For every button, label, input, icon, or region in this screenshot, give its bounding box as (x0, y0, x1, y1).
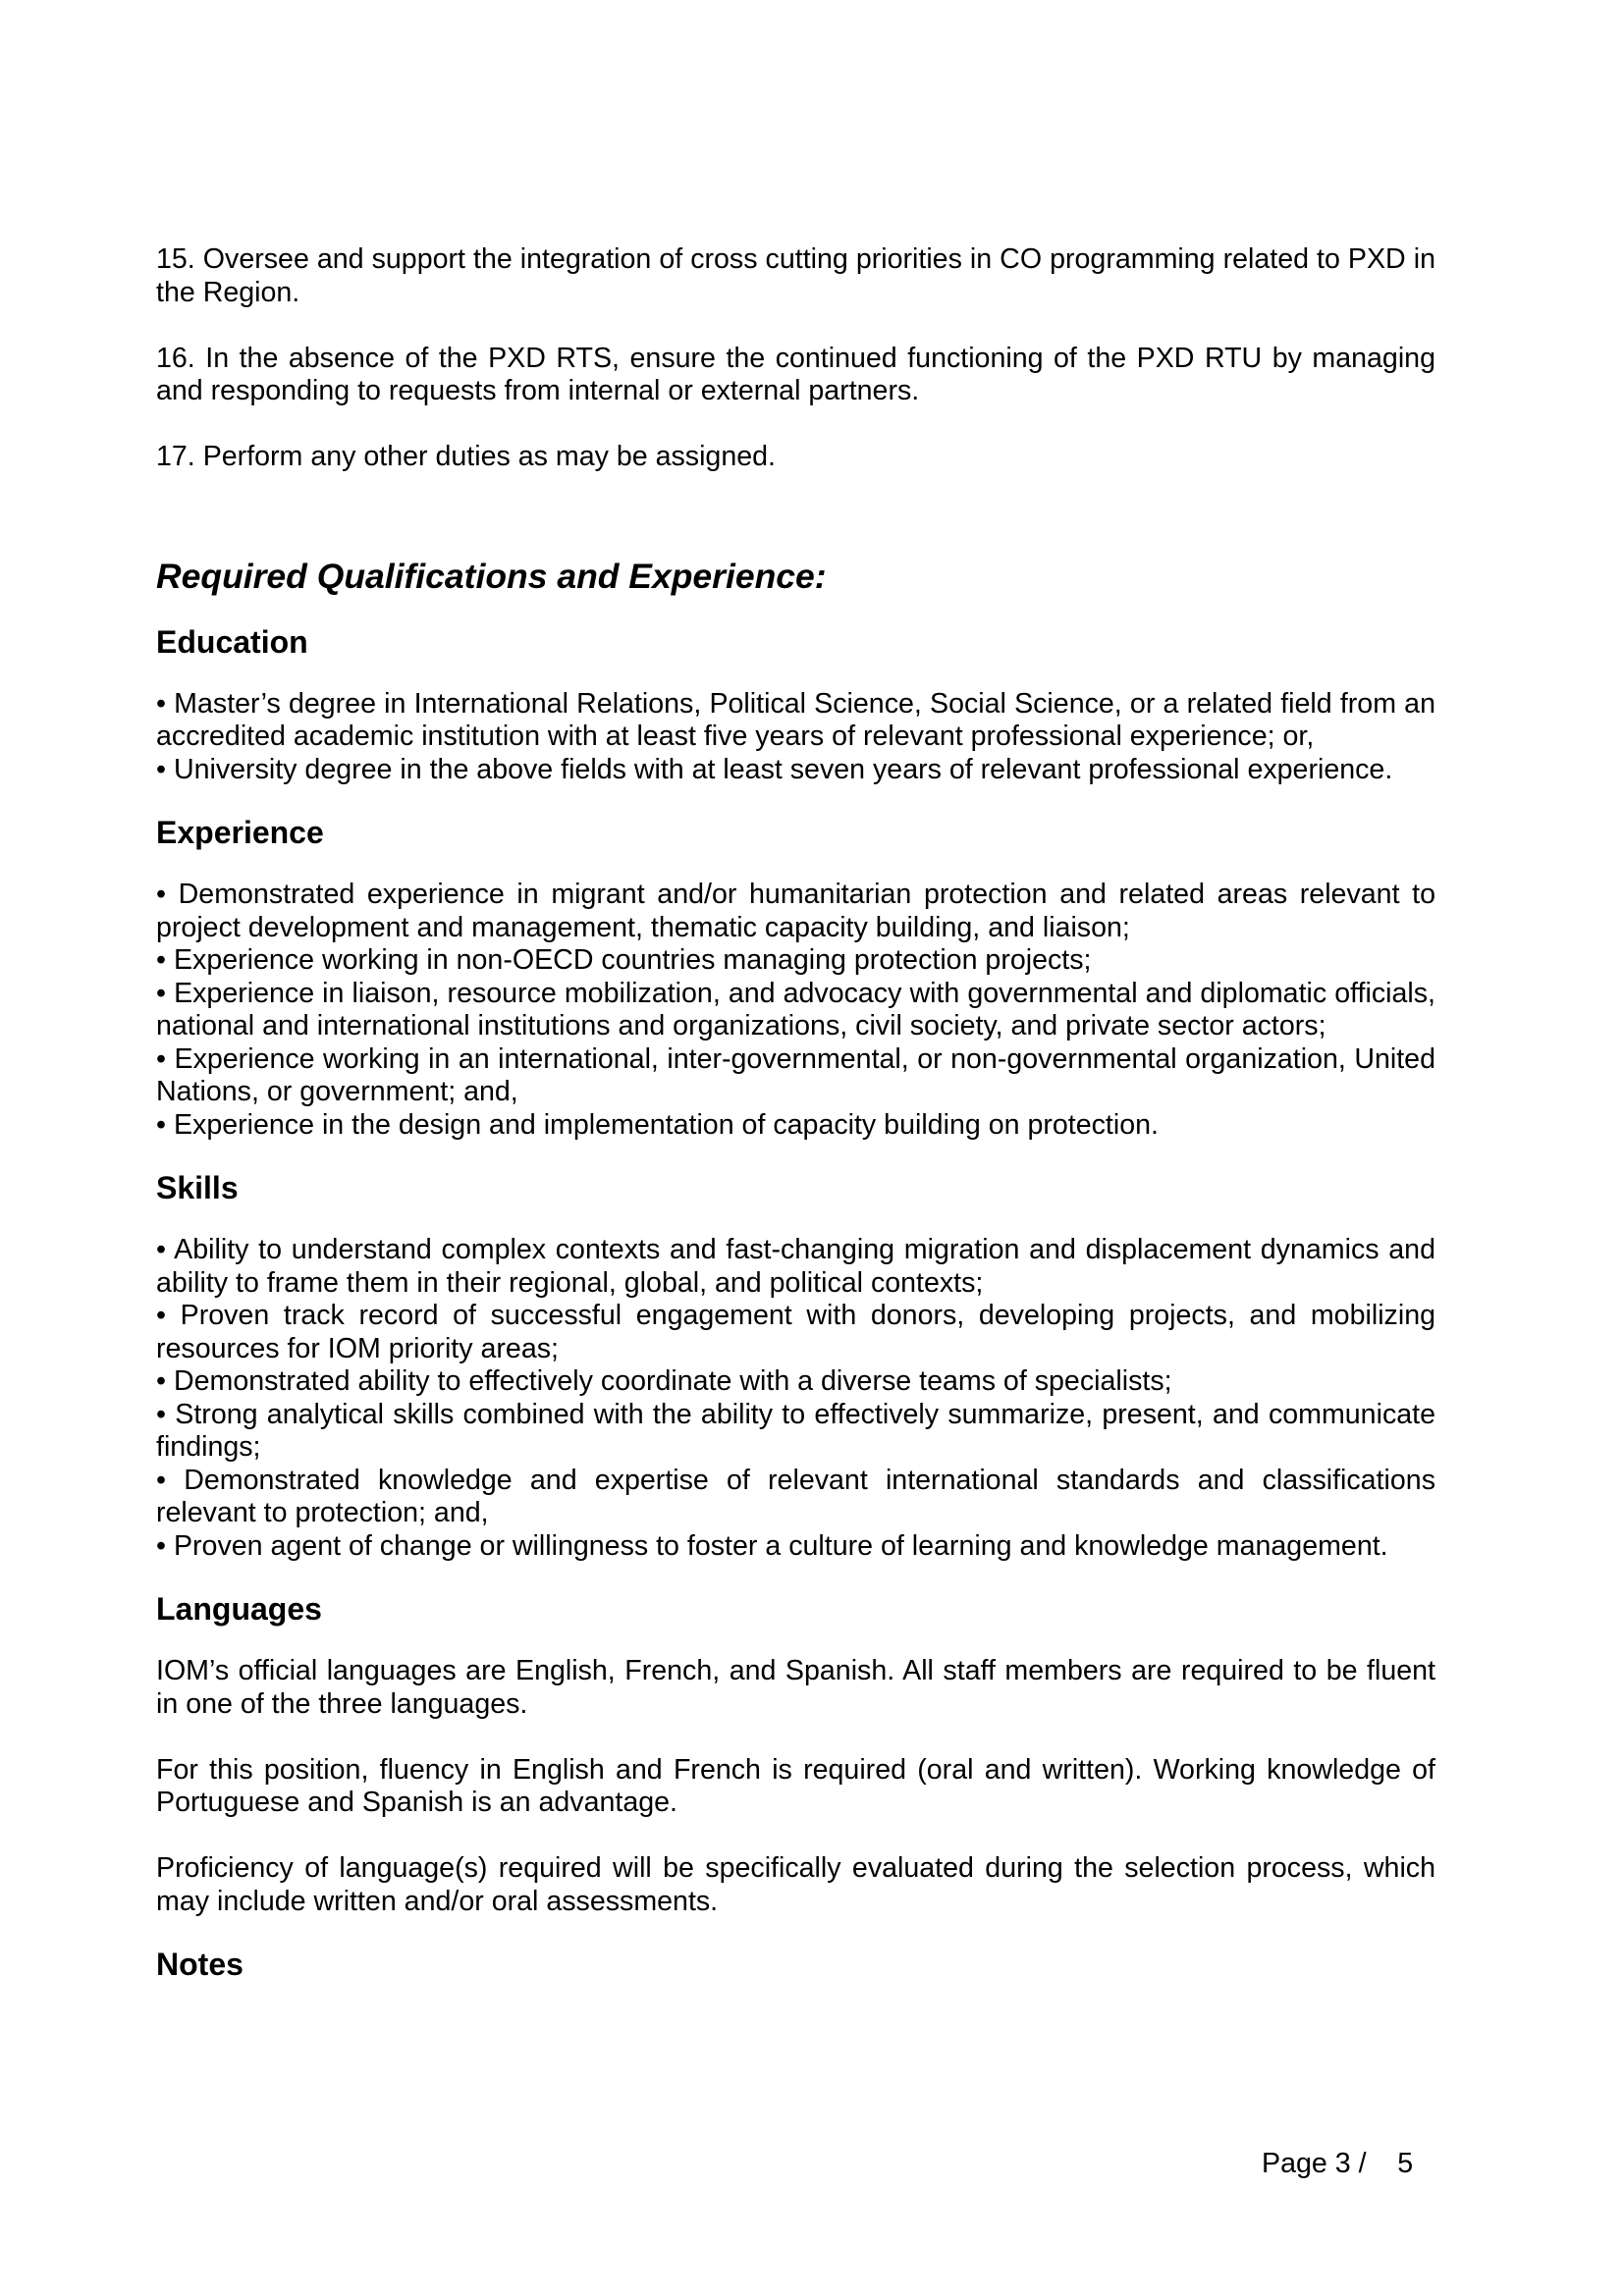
list-item: • Demonstrated experience in migrant and/or humanitarian protection and related areas relevant to project development and management, thematic capacity building, and liaison; (156, 879, 1435, 943)
list-item: • Ability to understand complex contexts and fast-changing migration and displacement dynamics and ability to frame them in their regional, global, and political contexts; (156, 1234, 1435, 1299)
qualifications-heading: Required Qualifications and Experience: (156, 556, 827, 596)
list-item: • Experience working in non-OECD countries managing protection projects; (156, 944, 1092, 976)
list-item: • Experience working in an international, inter-governmental, or non-governmental organization, United Nations, or government; and, (156, 1042, 1435, 1107)
skills-list (156, 1234, 1435, 1563)
list-item: • Demonstrated ability to effectively coordinate with a diverse teams of specialists; (156, 1365, 1172, 1397)
document-page (156, 243, 1435, 1984)
duty-item-17: 17. Perform any other duties as may be assigned. (156, 441, 776, 472)
list-item: • University degree in the above fields with at least seven years of relevant professional experience. (156, 753, 1393, 785)
list-item: • Proven track record of successful engagement with donors, developing projects, and mobilizing resources for IOM priority areas; (156, 1300, 1435, 1364)
duty-item-15: 15. Oversee and support the integration of cross cutting priorities in CO programming related to PXD in the Region. (156, 243, 1435, 308)
list-item: • Master’s degree in International Relations, Political Science, Social Science, or a related field from an accredited academic institution with at least five years of relevant professional experience; or, (156, 687, 1435, 752)
experience-heading: Experience (156, 815, 324, 850)
duty-item-16: 16. In the absence of the PXD RTS, ensure the continued functioning of the PXD RTU by managing and responding to requests from internal or external partners. (156, 342, 1435, 406)
education-heading: Education (156, 623, 308, 660)
education-list (156, 688, 1435, 787)
languages-heading: Languages (156, 1591, 322, 1627)
list-item: • Strong analytical skills combined with the ability to effectively summarize, present, and communicate findings; (156, 1398, 1435, 1463)
experience-list (156, 879, 1435, 1142)
list-item: • Proven agent of change or willingness to foster a culture of learning and knowledge management. (156, 1529, 1388, 1562)
skills-heading: Skills (156, 1170, 239, 1205)
languages-paragraph: Proficiency of language(s) required will be specifically evaluated during the selection process, which may include written and/or oral assessments. (156, 1852, 1435, 1917)
notes-heading: Notes (156, 1947, 243, 1982)
languages-paragraph: IOM’s official languages are English, French, and Spanish. All staff members are required to be fluent in one of the three languages. (156, 1655, 1435, 1720)
list-item: • Demonstrated knowledge and expertise of relevant international standards and classifications relevant to protection; and, (156, 1464, 1435, 1528)
list-item: • Experience in the design and implementation of capacity building on protection. (156, 1108, 1159, 1141)
page-number: Page 3 / 5 (1262, 2148, 1414, 2179)
list-item: • Experience in liaison, resource mobilization, and advocacy with governmental and diplomatic officials, national and international institutions and organizations, civil society, and private sector actors; (156, 977, 1435, 1041)
languages-paragraph: For this position, fluency in English and French is required (oral and written). Working knowledge of Portuguese and Spanish is an advantage. (156, 1753, 1435, 1818)
